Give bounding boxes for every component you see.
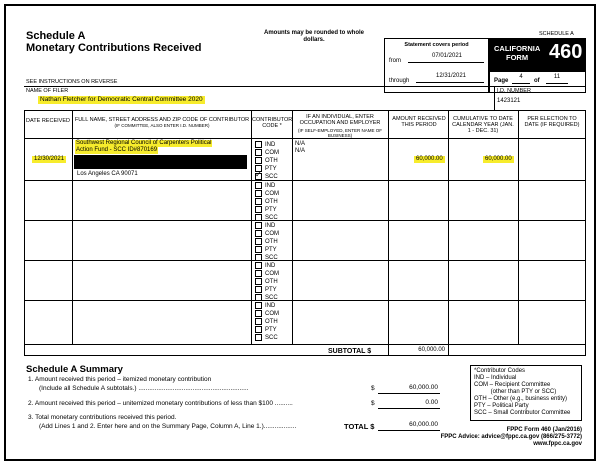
of-label: of (534, 78, 540, 84)
code-group-row3: IND COM OTH PTY SCC (255, 222, 279, 262)
checkbox[interactable] (255, 141, 262, 148)
row-date[interactable]: 12/30/2021 (34, 156, 65, 162)
checkbox[interactable] (255, 254, 262, 261)
summary-line1b: (Include all Schedule A subtotals.) ............................................................. (39, 385, 249, 392)
summary-line3b: (Add Lines 1 and 2. Enter here and on the Summary Page, Column A, Line 1.).................. (39, 423, 297, 430)
col-occupation-header: IF AN INDIVIDUAL, ENTER OCCUPATION AND EMPLOYER (299, 114, 381, 126)
col-occupation-subheader: (IF SELF-EMPLOYED, ENTER NAME OF BUSINESS) (297, 128, 382, 138)
checkbox[interactable] (255, 190, 262, 197)
from-label: from (389, 58, 401, 64)
col-amount-header: AMOUNT RECEIVED THIS PERIOD (392, 116, 446, 128)
code-group-row5: IND COM OTH PTY SCC (255, 302, 279, 342)
row-city[interactable]: Los Angeles CA 90071 (77, 171, 138, 177)
schedule-tag: SCHEDULE A (539, 31, 574, 37)
state-label: CALIFORNIA (494, 44, 541, 53)
checkbox[interactable] (255, 278, 262, 285)
checkbox[interactable] (255, 182, 262, 189)
rounding-note: Amounts may be rounded to whole dollars. (264, 30, 365, 43)
checkbox[interactable] (255, 246, 262, 253)
filer-name[interactable]: Nathan Fletcher for Democratic Central Committee 2020 (40, 96, 203, 103)
row-employer[interactable]: N/A (295, 148, 306, 154)
checkbox[interactable] (255, 334, 262, 341)
summary-line3a: 3. Total monetary contributions received this period. (28, 414, 177, 421)
form-page (4, 4, 596, 461)
col-name-header: FULL NAME, STREET ADDRESS AND ZIP CODE OF CONTRIBUTOR (74, 117, 250, 123)
summary-line1a: 1. Amount received this period – itemized monetary contribution (28, 376, 212, 383)
codes-title: *Contributor Codes (474, 368, 526, 374)
col-election-header: PER ELECTION TO DATE (IF REQUIRED) (524, 116, 580, 128)
checkbox[interactable] (255, 149, 262, 156)
col-code-header: CONTRIBUTOR CODE * (252, 117, 293, 129)
summary-line1-value[interactable]: 60,000.00 (409, 384, 438, 391)
summary-line3-value[interactable]: 60,000.00 (409, 421, 438, 428)
footer-form-id: FPPC Form 460 (Jan/2016) (506, 427, 582, 433)
from-date[interactable]: 07/01/2021 (431, 53, 463, 59)
row-occupation[interactable]: N/A (295, 141, 306, 147)
code-legend-ind: IND – Individual (474, 375, 517, 381)
footer-advice: FPPC Advice: advice@fppc.ca.gov (866/275-3772) (440, 434, 582, 440)
page-number[interactable]: 4 (519, 74, 523, 80)
form-number: 460 (549, 41, 583, 63)
code-ind[interactable]: IND (255, 141, 279, 149)
summary-line2: 2. Amount received this period – unitemized monetary contributions of less than $100 .......... (28, 400, 293, 407)
id-label: I.D. NUMBER (497, 88, 531, 94)
schedule-title: Schedule A (26, 30, 86, 42)
footer-website: www.fppc.ca.gov (533, 441, 582, 447)
summary-title: Schedule A Summary (26, 364, 123, 375)
checkbox[interactable] (255, 157, 262, 164)
checkbox[interactable] (255, 198, 262, 205)
code-scc[interactable]: ✓SCC (255, 173, 279, 181)
code-legend-oth: OTH – Other (e.g., business entity) (474, 396, 568, 402)
code-legend-scc: SCC – Small Contributor Committee (474, 410, 571, 416)
row-name-line2[interactable]: Action Fund - SCC ID#870169 (76, 147, 158, 153)
col-date-header: DATE RECEIVED (26, 118, 70, 124)
code-group-row1 (255, 141, 279, 181)
through-label: through (389, 78, 410, 84)
checkbox[interactable] (255, 270, 262, 277)
checkbox[interactable] (255, 286, 262, 293)
checkbox[interactable] (255, 262, 262, 269)
checkbox[interactable] (255, 310, 262, 317)
checkbox[interactable] (255, 222, 262, 229)
code-legend-com-note: (other than PTY or SCC) (474, 389, 557, 395)
col-name-subheader: (IF COMMITTEE, ALSO ENTER I.D. NUMBER) (114, 123, 210, 128)
checkbox[interactable] (255, 214, 262, 221)
period-label: Statement covers period (404, 42, 469, 48)
checkbox[interactable] (255, 318, 262, 325)
summary-line2-value[interactable]: 0.00 (425, 399, 438, 406)
page-total[interactable]: 11 (553, 74, 561, 80)
instructions-note: SEE INSTRUCTIONS ON REVERSE (26, 79, 118, 85)
row-name-line1[interactable]: Southwest Regional Council of Carpenters Political (76, 140, 212, 146)
checkbox[interactable] (255, 302, 262, 309)
filer-label: NAME OF FILER (26, 88, 69, 94)
form-word: FORM (506, 53, 529, 62)
schedule-subtitle: Monetary Contributions Received (26, 42, 202, 54)
col-cumulative-header: CUMULATIVE TO DATE CALENDAR YEAR (JAN. 1 - DEC. 31) (452, 116, 514, 134)
code-group-row2: IND COM OTH PTY SCC (255, 182, 279, 222)
checkbox[interactable] (255, 326, 262, 333)
code-com[interactable]: COM (255, 149, 279, 157)
through-date[interactable]: 12/31/2021 (435, 73, 467, 79)
checkbox-checked[interactable] (255, 173, 262, 180)
code-legend-com: COM – Recipient Committee (474, 382, 551, 388)
page-label: Page (494, 78, 509, 84)
id-number[interactable]: 1423121 (497, 98, 521, 104)
checkbox[interactable] (255, 206, 262, 213)
code-group-row4: IND COM OTH PTY SCC (255, 262, 279, 302)
checkbox[interactable] (255, 294, 262, 301)
summary-dollar-1: $ (371, 385, 375, 392)
redaction-bar (74, 155, 247, 169)
code-legend-pty: PTY – Political Party (474, 403, 529, 409)
total-label: TOTAL $ (344, 422, 375, 431)
subtotal-value[interactable]: 60,000.00 (418, 347, 445, 353)
row-cumulative[interactable]: 60,000.00 (485, 156, 512, 162)
subtotal-label: SUBTOTAL $ (328, 348, 372, 355)
code-pty[interactable]: PTY (255, 165, 279, 173)
code-oth[interactable]: OTH (255, 157, 279, 165)
checkbox[interactable] (255, 230, 262, 237)
row-amount[interactable]: 60,000.00 (416, 156, 443, 162)
summary-dollar-2: $ (371, 400, 375, 407)
checkbox[interactable] (255, 238, 262, 245)
